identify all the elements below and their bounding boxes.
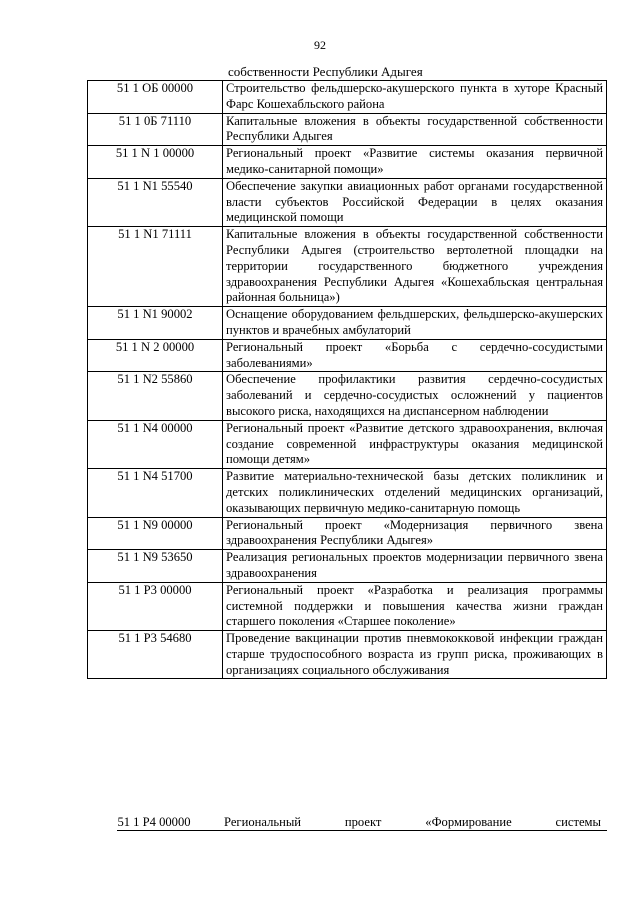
table-row [88,81,607,114]
row-description: Региональный проект «Борьба с сердечно-сосудистыми заболеваниями» [223,339,607,372]
row-code: 51 1 N4 00000 [88,420,223,468]
table-row [88,420,607,468]
row-description: Проведение вакцинации против пневмококковой инфекции граждан старше трудоспособного возраста из групп риска, проживающих в организациях социального обслуживания [223,631,607,679]
row-code: 51 1 Р3 00000 [88,582,223,630]
table-row [88,339,607,372]
continued-text-fragment [228,65,606,79]
page-number: 92 [314,38,326,52]
row-description: Региональный проект «Развитие детского здравоохранения, включая создание современной инфраструктуры оказания медицинской помощи детям» [223,420,607,468]
row-description: Развитие материально-технической базы детских поликлиник и детских поликлинических отделений медицинских организаций, оказывающих первичную медико-санитарную помощь [223,469,607,517]
continued-text: собственности Республики Адыгея [228,64,423,79]
row-description: Региональный проект «Развитие системы оказания первичной медико-санитарной помощи» [223,146,607,179]
row-description: Строительство фельдшерско-акушерского пункта в хуторе Красный Фарс Кошехабльского района [223,81,607,114]
row-description: Региональный проект «Модернизация первичного звена здравоохранения Республики Адыгея» [223,517,607,550]
table-row [88,631,607,679]
budget-codes-table [87,80,607,679]
row-code: 51 1 0Б 71110 [88,113,223,146]
row-description: Капитальные вложения в объекты государственной собственности Республики Адыгея [223,113,607,146]
row-code: 51 1 N 1 00000 [88,146,223,179]
row-code: 51 1 N1 55540 [88,178,223,226]
row-code: 51 1 N1 90002 [88,307,223,340]
row-code: 51 1 N4 51700 [88,469,223,517]
row-underline [117,830,607,831]
row-code: 51 1 ОБ 00000 [88,81,223,114]
table-row [88,582,607,630]
row-code: 51 1 N9 53650 [88,550,223,583]
table-row [88,307,607,340]
table-row [88,550,607,583]
table-row [88,146,607,179]
row-description: Обеспечение профилактики развития сердечно-сосудистых заболеваний и сердечно-сосудистых осложнений у пациентов высокого риска, находящихся на диспансерном наблюдении [223,372,607,420]
row-description: Обеспечение закупки авиационных работ органами государственной власти субъектов Российской Федерации в целях оказания медицинской помощи [223,178,607,226]
row-code: 51 1 N 2 00000 [88,339,223,372]
row-description: Региональный проект «Разработка и реализация программы системной поддержки и повышения качества жизни граждан старшего поколения «Старшее поколение» [223,582,607,630]
row-code: 51 1 N2 55860 [88,372,223,420]
table-row [88,469,607,517]
table-row [88,372,607,420]
row-description: Оснащение оборудованием фельдшерских, фельдшерско-акушерских пунктов и врачебных амбулаторий [223,307,607,340]
row-code: 51 1 Р3 54680 [88,631,223,679]
row-code: 51 1 N9 00000 [88,517,223,550]
row-description: Капитальные вложения в объекты государственной собственности Республики Адыгея (строительство вертолетной площадки на территории государственного бюджетного учреждения здравоохранения Республики Адыгея «Кошехабльская центральная районная больница») [223,227,607,307]
row-code: 51 1 Р4 00000 [117,815,191,829]
table-row [88,517,607,550]
table-row [88,178,607,226]
table-row [88,113,607,146]
row-description: Региональный проект «Формирование системы [224,815,601,829]
row-code: 51 1 N1 71111 [88,227,223,307]
row-description: Реализация региональных проектов модернизации первичного звена здравоохранения [223,550,607,583]
table-row [88,227,607,307]
